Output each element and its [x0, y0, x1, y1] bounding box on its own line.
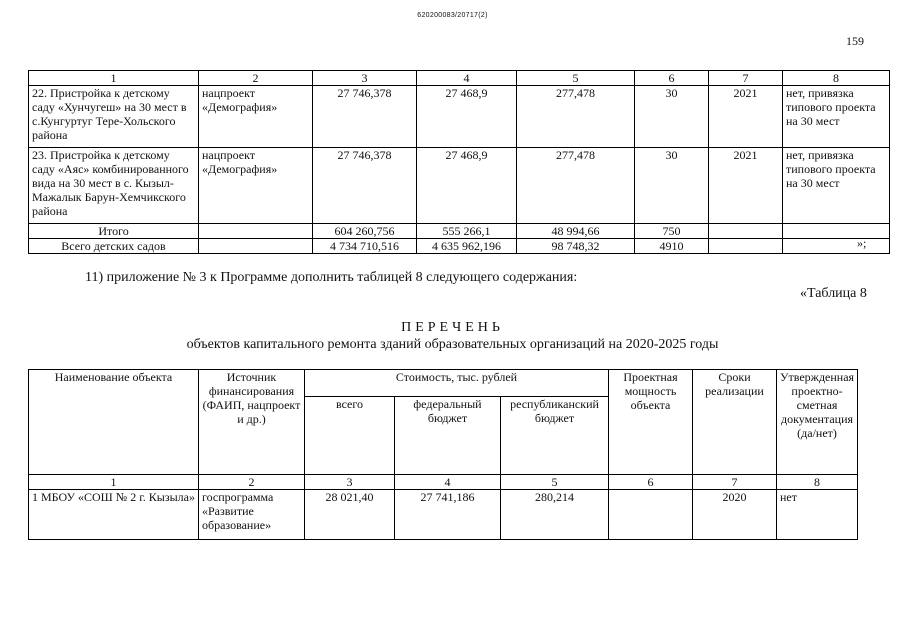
grand-total-cell: 98 748,32	[517, 239, 635, 254]
year: 2021	[709, 148, 783, 224]
table-header-numbers	[29, 71, 890, 86]
col-number: 2	[199, 71, 313, 86]
grand-total-cell	[199, 239, 313, 254]
col-number: 6	[609, 475, 693, 490]
grand-total-cell: 4 734 710,516	[313, 239, 417, 254]
col-number: 3	[305, 475, 395, 490]
grand-total-cell: 4910	[635, 239, 709, 254]
capital-repair-table	[28, 369, 858, 540]
table-label: «Таблица 8	[800, 286, 867, 301]
header-total: всего	[305, 397, 395, 475]
funding-source: госпрограмма «Развитие образование»	[199, 490, 305, 540]
kindergarten-table	[28, 70, 890, 254]
total-cell	[709, 224, 783, 239]
documentation: нет, привязка типового проекта на 30 мест	[783, 86, 890, 148]
col-number: 5	[517, 71, 635, 86]
documentation: нет	[777, 490, 858, 540]
year: 2020	[693, 490, 777, 540]
table-row	[29, 148, 890, 224]
col-number: 8	[783, 71, 890, 86]
document-number: 620200083/20717(2)	[417, 12, 488, 19]
total-label: Итого	[29, 224, 199, 239]
col-number: 5	[501, 475, 609, 490]
grand-total-cell	[783, 239, 890, 254]
table-row	[29, 86, 890, 148]
header-cost: Стоимость, тыс. рублей	[305, 370, 609, 397]
header-federal: федеральный бюджет	[395, 397, 501, 475]
funding-source: нацпроект «Демография»	[199, 148, 313, 224]
year: 2021	[709, 86, 783, 148]
documentation: нет, привязка типового проекта на 30 мест	[783, 148, 890, 224]
grand-total-label: Всего детских садов	[29, 239, 199, 254]
amendment-note: 11) приложение № 3 к Программе дополнить таблицей 8 следующего содержания:	[85, 270, 578, 285]
col-number: 7	[693, 475, 777, 490]
col-number: 6	[635, 71, 709, 86]
table-header-row	[29, 370, 858, 397]
list-subtitle: объектов капитального ремонта зданий образовательных организаций на 2020-2025 годы	[186, 337, 719, 352]
header-capacity: Проектная мощность объекта	[609, 370, 693, 475]
total-cell: 604 260,756	[313, 224, 417, 239]
total-cell	[783, 224, 890, 239]
cost-federal: 27 741,186	[395, 490, 501, 540]
grand-total-cell	[709, 239, 783, 254]
cost-republic: 277,478	[517, 86, 635, 148]
list-title: ПЕРЕЧЕНЬ	[401, 320, 504, 335]
col-number: 3	[313, 71, 417, 86]
total-row	[29, 224, 890, 239]
col-number: 4	[417, 71, 517, 86]
cost-federal: 27 468,9	[417, 86, 517, 148]
object-name: 1 МБОУ «СОШ № 2 г. Кызыла»	[29, 490, 199, 540]
header-approved: Утвержденная проектно-сметная документация (да/нет)	[777, 370, 858, 475]
object-name: 22. Пристройка к детскому саду «Хунчугеш» на 30 мест в с.Кунгуртуг Тере-Хольского района	[29, 86, 199, 148]
table-header-numbers	[29, 475, 858, 490]
page-number: 159	[846, 34, 864, 48]
capacity: 30	[635, 86, 709, 148]
cost-total: 27 746,378	[313, 148, 417, 224]
total-cell: 48 994,66	[517, 224, 635, 239]
capacity: 30	[635, 148, 709, 224]
col-number: 4	[395, 475, 501, 490]
total-cell: 750	[635, 224, 709, 239]
cost-total: 27 746,378	[313, 86, 417, 148]
closing-quote: »;	[857, 236, 867, 250]
capacity	[609, 490, 693, 540]
grand-total-row	[29, 239, 890, 254]
table-row	[29, 490, 858, 540]
col-number: 8	[777, 475, 858, 490]
cost-republic: 280,214	[501, 490, 609, 540]
header-terms: Сроки реализации	[693, 370, 777, 475]
col-number: 1	[29, 71, 199, 86]
total-cell: 555 266,1	[417, 224, 517, 239]
funding-source: нацпроект «Демография»	[199, 86, 313, 148]
grand-total-cell: 4 635 962,196	[417, 239, 517, 254]
total-cell	[199, 224, 313, 239]
header-republic: республиканский бюджет	[501, 397, 609, 475]
col-number: 1	[29, 475, 199, 490]
col-number: 7	[709, 71, 783, 86]
col-number: 2	[199, 475, 305, 490]
cost-total: 28 021,40	[305, 490, 395, 540]
object-name: 23. Пристройка к детскому саду «Аяс» комбинированного вида на 30 мест в с. Кызыл-Мажалык Барун-Хемчикского района	[29, 148, 199, 224]
cost-republic: 277,478	[517, 148, 635, 224]
header-source: Источник финансирования (ФАИП, нацпроект и др.)	[199, 370, 305, 475]
header-name: Наименование объекта	[29, 370, 199, 475]
cost-federal: 27 468,9	[417, 148, 517, 224]
